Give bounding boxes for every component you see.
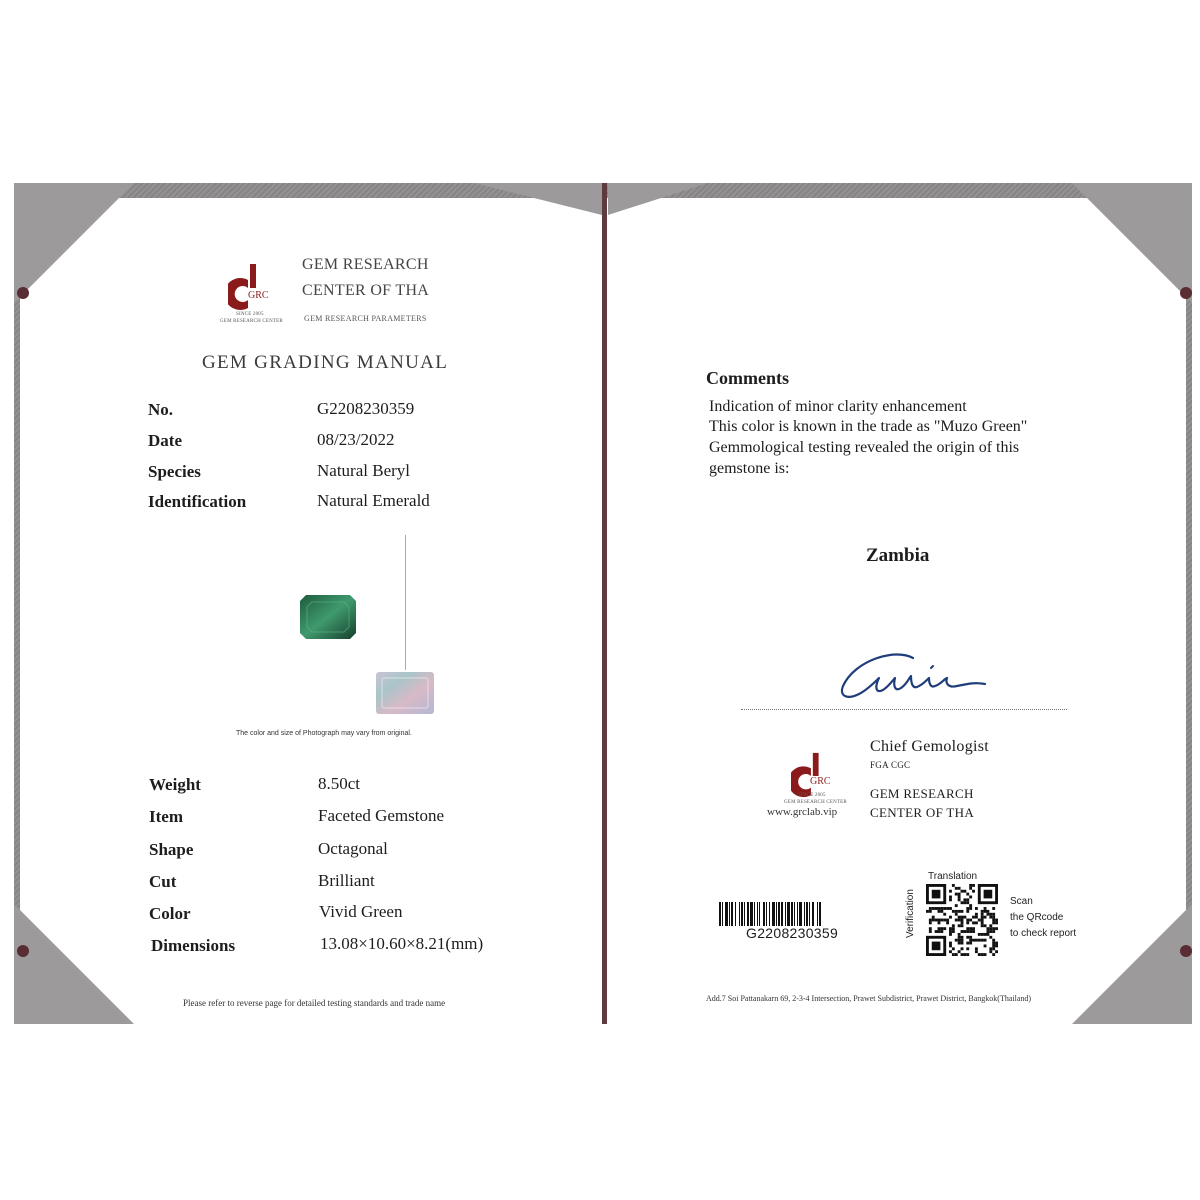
qr-module: [969, 904, 972, 907]
qr-module: [984, 924, 987, 927]
barcode-bar: [759, 902, 760, 926]
qr-module: [940, 907, 943, 910]
barcode-bar: [744, 902, 745, 926]
qr-module: [969, 907, 972, 910]
field-value-shape: Octagonal: [318, 839, 388, 858]
qr-module: [966, 947, 969, 950]
lab-name-line2: CENTER OF THA: [302, 282, 430, 299]
qr-module: [989, 936, 992, 939]
qr-module: [995, 921, 998, 924]
field-value-item: Faceted Gemstone: [318, 806, 445, 825]
qr-module: [995, 927, 998, 930]
qr-module: [992, 907, 995, 910]
qr-module: [981, 921, 984, 924]
qr-module: [955, 919, 958, 922]
qr-module: [938, 907, 941, 910]
qr-module: [966, 919, 969, 922]
qr-module: [986, 927, 989, 930]
logo-center-text: GEM RESEARCH CENTER: [220, 319, 283, 324]
qr-module: [975, 921, 978, 924]
barcode-bar: [794, 902, 795, 926]
qr-module: [952, 927, 955, 930]
qr-module: [932, 942, 941, 951]
lab-name-line2: CENTER OF THA: [870, 805, 975, 820]
field-label-identification: Identification: [148, 492, 247, 511]
qr-module: [969, 884, 972, 887]
qr-module: [961, 953, 964, 956]
lab-website: www.grclab.vip: [767, 806, 838, 818]
qr-module: [943, 919, 946, 922]
qr-module: [938, 930, 941, 933]
folder-rivet: [17, 287, 29, 299]
grc-logo-icon: [791, 751, 827, 799]
qr-module: [992, 953, 995, 956]
qr-module: [984, 910, 987, 913]
logo-since: SINCE 2005: [798, 793, 826, 798]
qr-module: [949, 907, 952, 910]
qr-module: [978, 933, 981, 936]
qr-module: [958, 919, 961, 922]
qr-module: [949, 942, 952, 945]
qr-module: [958, 898, 961, 901]
qr-module: [992, 919, 995, 922]
qr-module: [929, 927, 932, 930]
barcode: [719, 902, 871, 926]
qr-module: [986, 913, 989, 916]
qr-module: [992, 927, 995, 930]
qr-module: [935, 930, 938, 933]
qr-scan-line3: to check report: [1010, 928, 1077, 939]
qr-module: [949, 890, 952, 893]
qr-module: [969, 930, 972, 933]
qr-module: [972, 890, 975, 893]
qr-module: [958, 910, 961, 913]
field-value-color: Vivid Green: [319, 902, 403, 921]
qr-module: [992, 942, 995, 945]
qr-module: [972, 916, 975, 919]
barcode-bar: [763, 902, 765, 926]
qr-module: [952, 953, 955, 956]
lab-name-line1: GEM RESEARCH: [870, 786, 974, 801]
qr-module: [958, 933, 961, 936]
corner-tab-top-left: [14, 183, 134, 303]
qr-scan-line2: the QRcode: [1010, 912, 1064, 923]
qr-module: [984, 939, 987, 942]
barcode-bar: [754, 902, 755, 926]
barcode-bar: [757, 902, 758, 926]
qr-module: [989, 924, 992, 927]
barcode-bar: [819, 902, 821, 926]
barcode-bar: [812, 902, 814, 926]
qr-module: [969, 927, 972, 930]
qr-module: [926, 910, 929, 913]
field-label-item: Item: [149, 807, 183, 826]
qr-module: [958, 936, 961, 939]
field-value-species: Natural Beryl: [317, 461, 410, 480]
field-label-dimensions: Dimensions: [151, 936, 236, 955]
qr-module: [966, 898, 969, 901]
qr-module: [995, 942, 998, 945]
logo-mark-text: GRC: [810, 776, 831, 787]
barcode-bar: [781, 902, 783, 926]
qr-module: [961, 919, 964, 922]
qr-module: [981, 910, 984, 913]
inner-corner-left: [474, 183, 602, 215]
field-value-dimensions: 13.08×10.60×8.21(mm): [320, 934, 484, 953]
qr-module: [966, 936, 969, 939]
signatory-credentials: FGA CGC: [870, 760, 911, 770]
comments-title: Comments: [706, 368, 789, 388]
qr-module: [969, 942, 972, 945]
comment-line: This color is known in the trade as "Muzo Green": [709, 418, 1028, 435]
qr-module: [966, 953, 969, 956]
barcode-bar: [719, 902, 721, 926]
qr-module: [981, 939, 984, 942]
field-label-color: Color: [149, 904, 191, 923]
barcode-bar: [772, 902, 775, 926]
qr-module: [975, 913, 978, 916]
barcode-bar: [806, 902, 808, 926]
barcode-bar: [731, 902, 733, 926]
qr-module: [932, 890, 941, 899]
qr-module: [958, 942, 961, 945]
qr-code[interactable]: [926, 884, 998, 956]
qr-module: [961, 930, 964, 933]
qr-module: [938, 927, 941, 930]
qr-module: [966, 921, 969, 924]
qr-module: [946, 907, 949, 910]
qr-module: [966, 910, 969, 913]
field-label-no: No.: [148, 400, 174, 419]
field-value-date: 08/23/2022: [317, 430, 395, 449]
field-label-shape: Shape: [149, 840, 194, 859]
qr-module: [978, 919, 981, 922]
qr-module: [972, 927, 975, 930]
qr-module: [992, 913, 995, 916]
barcode-bar: [750, 902, 753, 926]
folder-rivet: [17, 945, 29, 957]
qr-module: [978, 953, 981, 956]
field-label-cut: Cut: [149, 872, 177, 891]
qr-module: [932, 916, 935, 919]
left-footer-note: Please refer to reverse page for detailed testing standards and trade name: [183, 998, 446, 1008]
qr-module: [975, 947, 978, 950]
qr-module: [972, 939, 975, 942]
qr-module: [949, 944, 952, 947]
qr-module: [961, 910, 964, 913]
qr-module: [952, 947, 955, 950]
barcode-bar: [729, 902, 730, 926]
field-label-species: Species: [148, 462, 201, 481]
qr-module: [989, 913, 992, 916]
barcode-bar: [785, 902, 786, 926]
qr-module: [940, 930, 943, 933]
qr-module: [963, 916, 966, 919]
qr-module: [949, 896, 952, 899]
qr-module: [995, 944, 998, 947]
qr-module: [943, 913, 946, 916]
logo-mark-text: GRC: [248, 290, 269, 301]
barcode-bar: [804, 902, 805, 926]
qr-module: [958, 887, 961, 890]
qr-scan-line1: Scan: [1010, 896, 1033, 907]
qr-module: [958, 939, 961, 942]
barcode-bar: [817, 902, 818, 926]
qr-module: [955, 893, 958, 896]
qr-module: [984, 944, 987, 947]
qr-module: [986, 930, 989, 933]
qr-module: [966, 901, 969, 904]
barcode-bar: [797, 902, 798, 926]
barcode-bar: [722, 902, 723, 926]
qr-module: [975, 939, 978, 942]
folder-rivet: [1180, 945, 1192, 957]
qr-module: [981, 913, 984, 916]
qr-module: [972, 884, 975, 887]
barcode-bar: [791, 902, 793, 926]
qr-module: [961, 947, 964, 950]
hologram-sticker: [376, 672, 434, 714]
qr-module: [949, 950, 952, 953]
qr-module: [955, 910, 958, 913]
qr-module: [986, 910, 989, 913]
signatory-title: Chief Gemologist: [870, 738, 990, 755]
qr-module: [929, 919, 932, 922]
qr-module: [929, 921, 932, 924]
qr-module: [992, 947, 995, 950]
manual-title: GEM GRADING MANUAL: [202, 352, 449, 373]
field-label-date: Date: [148, 431, 182, 450]
qr-module: [952, 930, 955, 933]
logo-since: SINCE 2005: [236, 312, 264, 317]
lab-name-line1: GEM RESEARCH: [302, 256, 429, 273]
qr-module: [975, 950, 978, 953]
qr-module: [992, 939, 995, 942]
qr-module: [929, 930, 932, 933]
qr-module: [975, 916, 978, 919]
qr-module: [955, 913, 958, 916]
qr-module: [958, 896, 961, 899]
qr-module: [938, 921, 941, 924]
qr-module: [972, 930, 975, 933]
barcode-bar: [747, 902, 749, 926]
barcode-bar: [776, 902, 777, 926]
corner-tab-bottom-right: [1072, 904, 1192, 1024]
qr-module: [969, 936, 972, 939]
qr-module: [969, 919, 972, 922]
qr-module: [949, 916, 952, 919]
field-label-weight: Weight: [149, 775, 201, 794]
barcode-bar: [739, 902, 740, 926]
corner-tab-bottom-left: [14, 904, 134, 1024]
qr-module: [992, 921, 995, 924]
qr-module: [946, 921, 949, 924]
qr-module: [981, 924, 984, 927]
qr-module: [966, 942, 969, 945]
barcode-bar: [741, 902, 743, 926]
qr-module: [995, 919, 998, 922]
qr-module: [946, 919, 949, 922]
qr-module: [992, 944, 995, 947]
qr-module: [932, 919, 935, 922]
qr-module: [966, 893, 969, 896]
qr-module: [949, 898, 952, 901]
emerald-photo: [300, 595, 356, 639]
qr-module: [989, 927, 992, 930]
barcode-bar: [809, 902, 810, 926]
qr-module: [958, 893, 961, 896]
qr-module: [958, 916, 961, 919]
field-value-cut: Brilliant: [318, 871, 375, 890]
qr-top-label: Translation: [928, 871, 978, 882]
qr-module: [963, 901, 966, 904]
qr-module: [961, 939, 964, 942]
qr-module: [958, 950, 961, 953]
qr-module: [984, 890, 993, 899]
qr-module: [995, 950, 998, 953]
qr-module: [938, 919, 941, 922]
qr-module: [966, 930, 969, 933]
qr-module: [961, 916, 964, 919]
barcode-bar: [766, 902, 767, 926]
qr-module: [943, 907, 946, 910]
comment-line: Indication of minor clarity enhancement: [709, 398, 967, 415]
qr-module: [981, 953, 984, 956]
qr-module: [955, 953, 958, 956]
qr-module: [929, 907, 932, 910]
qr-module: [989, 947, 992, 950]
qr-module: [981, 933, 984, 936]
qr-module: [955, 939, 958, 942]
qr-module: [963, 898, 966, 901]
folder-rivet: [1180, 287, 1192, 299]
qr-module: [969, 887, 972, 890]
qr-module: [963, 953, 966, 956]
qr-module: [981, 919, 984, 922]
logo-center-text: GEM RESEARCH CENTER: [784, 800, 847, 805]
qr-module: [992, 930, 995, 933]
qr-module: [929, 910, 932, 913]
qr-side-label: Verification: [905, 889, 916, 938]
qr-module: [989, 930, 992, 933]
qr-module: [961, 921, 964, 924]
grc-logo-icon: [228, 262, 264, 312]
origin-country: Zambia: [866, 545, 930, 566]
qr-module: [969, 896, 972, 899]
qr-module: [938, 910, 941, 913]
corner-tab-top-right: [1072, 183, 1192, 303]
lab-address: Add.7 Soi Pattanakarn 69, 2-3-4 Intersection, Prawet Subdistrict, Prawet District, Bangkok(Thailand): [706, 994, 1032, 1003]
qr-module: [969, 939, 972, 942]
barcode-number: G2208230359: [746, 925, 839, 941]
qr-module: [940, 919, 943, 922]
comment-line: gemstone is:: [709, 460, 790, 477]
barcode-bar: [725, 902, 728, 926]
qr-module: [961, 890, 964, 893]
qr-module: [984, 916, 987, 919]
qr-module: [984, 933, 987, 936]
qr-module: [949, 930, 952, 933]
qr-module: [963, 930, 966, 933]
barcode-bar: [735, 902, 736, 926]
qr-module: [961, 901, 964, 904]
qr-module: [984, 953, 987, 956]
qr-module: [989, 950, 992, 953]
qr-module: [961, 924, 964, 927]
barcode-bar: [769, 902, 770, 926]
qr-module: [966, 927, 969, 930]
barcode-bar: [787, 902, 790, 926]
lab-tagline: GEM RESEARCH PARAMETERS: [304, 314, 427, 323]
signature-image: [835, 650, 995, 705]
qr-module: [940, 927, 943, 930]
qr-module: [932, 907, 935, 910]
qr-module: [984, 907, 987, 910]
qr-module: [952, 884, 955, 887]
barcode-bar: [799, 902, 802, 926]
field-value-weight: 8.50ct: [318, 774, 361, 793]
qr-module: [961, 942, 964, 945]
qr-module: [986, 933, 989, 936]
qr-module: [981, 916, 984, 919]
qr-module: [975, 907, 978, 910]
qr-module: [958, 924, 961, 927]
qr-module: [955, 904, 958, 907]
right-page: [606, 198, 1186, 1024]
qr-module: [952, 910, 955, 913]
qr-module: [961, 936, 964, 939]
qr-module: [935, 919, 938, 922]
barcode-bar: [778, 902, 780, 926]
qr-module: [978, 939, 981, 942]
qr-module: [955, 887, 958, 890]
qr-module: [992, 916, 995, 919]
photo-note: The color and size of Photograph may vary from original.: [236, 730, 412, 737]
photo-guide-line: [405, 535, 406, 670]
qr-module: [943, 927, 946, 930]
qr-module: [972, 921, 975, 924]
folder-spine: [602, 183, 607, 1024]
qr-module: [966, 907, 969, 910]
inner-corner-right: [608, 183, 708, 215]
qr-module: [952, 924, 955, 927]
qr-module: [963, 890, 966, 893]
signature-line: [741, 709, 1067, 710]
comment-line: Gemmological testing revealed the origin of this: [709, 439, 1020, 456]
qr-module: [940, 910, 943, 913]
field-value-no: G2208230359: [317, 399, 415, 418]
qr-module: [935, 907, 938, 910]
qr-module: [949, 927, 952, 930]
field-value-identification: Natural Emerald: [317, 491, 430, 510]
qr-module: [949, 933, 952, 936]
qr-module: [989, 916, 992, 919]
